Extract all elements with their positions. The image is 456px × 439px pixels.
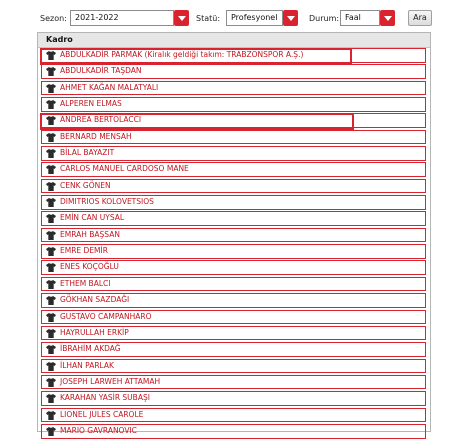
season-select[interactable] bbox=[70, 10, 174, 26]
list-item[interactable] bbox=[41, 293, 426, 308]
player-name-link[interactable]: DIMITRIOS KOLOVETSIOS bbox=[60, 197, 154, 207]
shirt-icon bbox=[46, 100, 56, 109]
player-name-link[interactable]: BİLAL BAYAZIT bbox=[60, 148, 115, 158]
season-label: Sezon: bbox=[40, 14, 67, 23]
shirt-icon bbox=[46, 411, 56, 420]
list-item[interactable] bbox=[41, 359, 426, 374]
list-item[interactable] bbox=[41, 146, 426, 161]
list-item[interactable] bbox=[41, 64, 426, 79]
list-item[interactable] bbox=[41, 277, 426, 292]
player-name-link[interactable]: ANDREA BERTOLACCI bbox=[60, 115, 142, 125]
shirt-icon bbox=[46, 378, 56, 387]
squad-list bbox=[38, 48, 430, 439]
shirt-icon bbox=[46, 198, 56, 207]
list-item[interactable] bbox=[41, 179, 426, 194]
list-item[interactable] bbox=[41, 130, 426, 145]
shirt-icon bbox=[46, 133, 56, 142]
chevron-down-icon[interactable] bbox=[283, 10, 298, 26]
state-value: Faal bbox=[345, 13, 361, 22]
list-item[interactable] bbox=[41, 326, 426, 341]
player-name-link[interactable]: CARLOS MANUEL CARDOSO MANE bbox=[60, 164, 189, 174]
list-item[interactable] bbox=[41, 211, 426, 226]
status-value: Profesyonel bbox=[231, 13, 278, 22]
player-name-link[interactable]: MARIO GAVRANOVIC bbox=[60, 425, 137, 435]
player-name-link[interactable]: GÖKHAN SAZDAĞI bbox=[60, 295, 130, 305]
player-name-link[interactable]: HAYRULLAH ERKİP bbox=[60, 327, 129, 337]
player-name-link[interactable]: EMRAH BAŞSAN bbox=[60, 229, 120, 239]
list-item[interactable] bbox=[41, 113, 426, 128]
shirt-icon bbox=[46, 394, 56, 403]
state-select[interactable] bbox=[340, 10, 380, 26]
player-name-link[interactable]: JOSEPH LARWEH ATTAMAH bbox=[60, 376, 161, 386]
shirt-icon bbox=[46, 84, 56, 93]
status-label: Statü: bbox=[196, 14, 221, 23]
shirt-icon bbox=[46, 165, 56, 174]
player-name-link[interactable]: ALPEREN ELMAS bbox=[60, 99, 122, 109]
list-item[interactable] bbox=[41, 375, 426, 390]
shirt-icon bbox=[46, 280, 56, 289]
shirt-icon bbox=[46, 427, 56, 436]
player-name-link[interactable]: CENK GÖNEN bbox=[60, 180, 111, 190]
panel-title: Kadro bbox=[38, 33, 430, 48]
list-item[interactable] bbox=[41, 81, 426, 96]
chevron-down-icon[interactable] bbox=[380, 10, 395, 26]
list-item[interactable] bbox=[41, 310, 426, 325]
list-item[interactable] bbox=[41, 342, 426, 357]
list-item[interactable] bbox=[41, 195, 426, 210]
season-value: 2021-2022 bbox=[75, 13, 119, 22]
list-item[interactable] bbox=[41, 244, 426, 259]
player-name-link[interactable]: ETHEM BALCI bbox=[60, 278, 111, 288]
player-name-link[interactable]: AHMET KAĞAN MALATYALI bbox=[60, 82, 159, 92]
state-label: Durum: bbox=[309, 14, 340, 23]
player-name-link[interactable]: BERNARD MENSAH bbox=[60, 131, 132, 141]
player-name-link[interactable]: İBRAHİM AKDAĞ bbox=[60, 344, 121, 354]
shirt-icon bbox=[46, 116, 56, 125]
list-item[interactable] bbox=[41, 162, 426, 177]
shirt-icon bbox=[46, 149, 56, 158]
player-name-link[interactable]: EMRE DEMİR bbox=[60, 246, 108, 256]
shirt-icon bbox=[46, 362, 56, 371]
player-name-link[interactable]: GUSTAVO CAMPANHARO bbox=[60, 311, 152, 321]
list-item[interactable] bbox=[41, 97, 426, 112]
shirt-icon bbox=[46, 214, 56, 223]
shirt-icon bbox=[46, 313, 56, 322]
player-name-link[interactable]: LIONEL JULES CAROLE bbox=[60, 409, 144, 419]
player-name-link[interactable]: EMİN CAN UYSAL bbox=[60, 213, 125, 223]
player-name-link[interactable]: İLHAN PARLAK bbox=[60, 360, 114, 370]
search-button[interactable]: Ara bbox=[408, 10, 432, 26]
list-item[interactable] bbox=[41, 260, 426, 275]
shirt-icon bbox=[46, 247, 56, 256]
shirt-icon bbox=[46, 296, 56, 305]
shirt-icon bbox=[46, 231, 56, 240]
list-item[interactable] bbox=[41, 228, 426, 243]
list-item[interactable] bbox=[41, 424, 426, 439]
shirt-icon bbox=[46, 67, 56, 76]
filter-bar bbox=[0, 0, 456, 30]
squad-panel bbox=[37, 32, 431, 435]
shirt-icon bbox=[46, 345, 56, 354]
shirt-icon bbox=[46, 51, 56, 60]
chevron-down-icon[interactable] bbox=[174, 10, 189, 26]
shirt-icon bbox=[46, 182, 56, 191]
status-select[interactable] bbox=[226, 10, 283, 26]
player-name-link[interactable]: ENES KOÇOĞLU bbox=[60, 262, 119, 272]
list-item[interactable] bbox=[41, 391, 426, 406]
player-name-link[interactable]: ABDULKADİR PARMAK (Kiralık geldiği takım: TRABZONSPOR A.Ş.) bbox=[60, 50, 304, 59]
shirt-icon bbox=[46, 263, 56, 272]
player-name-link[interactable]: KARAHAN YASİR SUBAŞI bbox=[60, 393, 150, 403]
shirt-icon bbox=[46, 329, 56, 338]
player-name-link[interactable]: ABDULKADİR TAŞDAN bbox=[60, 66, 142, 76]
list-item[interactable] bbox=[41, 48, 426, 63]
